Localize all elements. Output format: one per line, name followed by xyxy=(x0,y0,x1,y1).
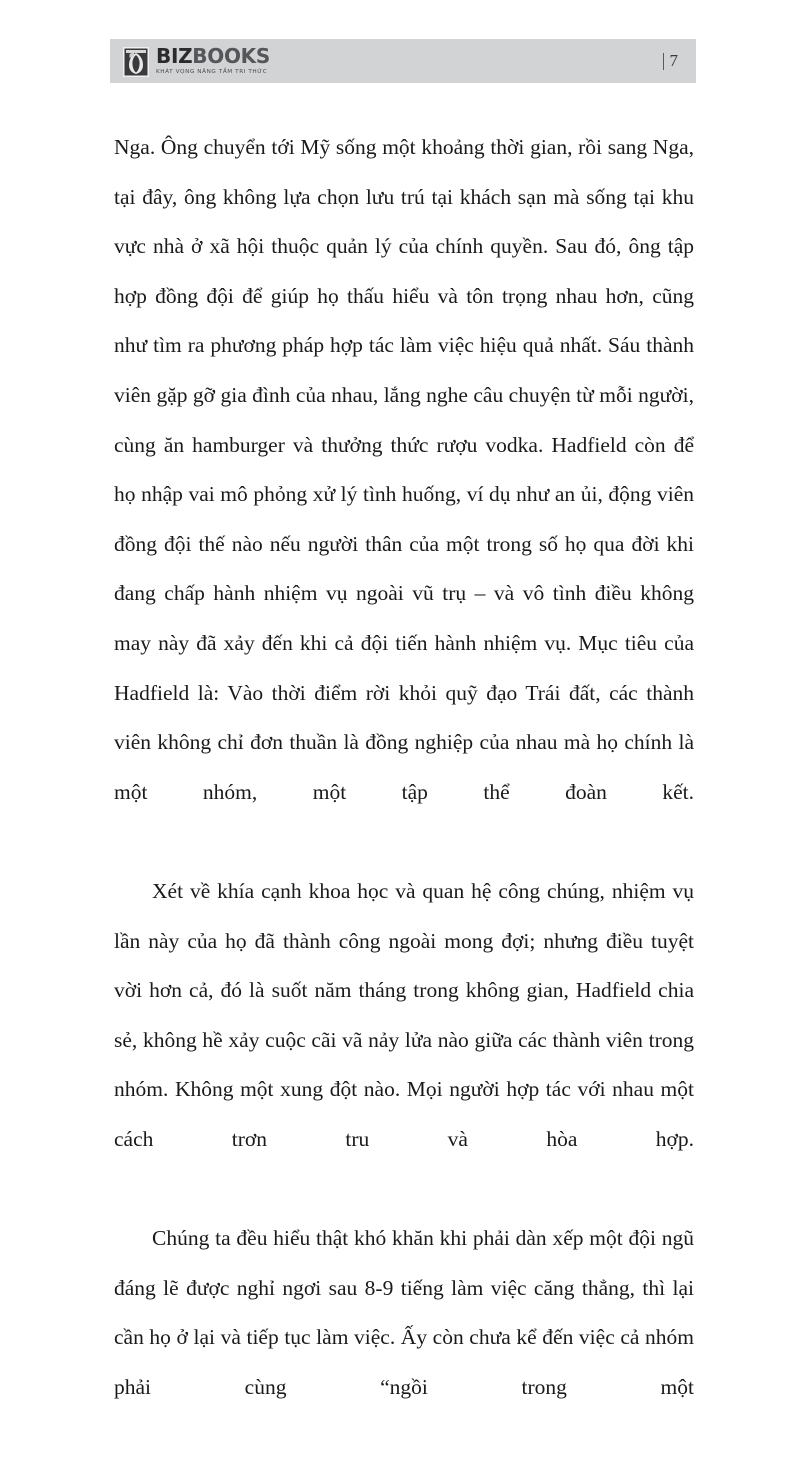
page-content xyxy=(114,123,694,1462)
page-header-bar xyxy=(110,39,696,83)
book-emblem-icon xyxy=(123,47,149,77)
paragraph: Chúng ta đều hiểu thật khó khăn khi phải dàn xếp một đội ngũ đáng lẽ được nghỉ ngơi sau 8-9 tiếng làm việc căng thẳng, thì lại cần họ ở lại và tiếp tục làm việc. Ấy còn chưa kể đến việc cả nhóm phải cùng “ngồi trong một xyxy=(114,1226,694,1399)
brand-logo xyxy=(123,43,270,77)
brand-name xyxy=(156,43,270,68)
brand-name-books: BOOKS xyxy=(192,43,270,68)
page-number xyxy=(663,51,679,71)
brand-name-biz: BIZ xyxy=(156,43,193,68)
page-number-value: 7 xyxy=(669,51,678,70)
paragraph: Nga. Ông chuyển tới Mỹ sống một khoảng thời gian, rồi sang Nga, tại đây, ông không lựa chọn lưu trú tại khách sạn mà sống tại khu vực nhà ở xã hội thuộc quản lý của chính quyền. Sau đó, ông tập hợp đồng đội để giúp họ thấu hiểu và tôn trọng nhau hơn, cũng như tìm ra phương pháp hợp tác làm việc hiệu quả nhất. Sáu thành viên gặp gỡ gia đình của nhau, lắng nghe câu chuyện từ mỗi người, cùng ăn hamburger và thưởng thức rượu vodka. Hadfield còn để họ nhập vai mô phỏng xử lý tình huống, ví dụ như an ủi, động viên đồng đội thế nào nếu người thân của một trong số họ qua đời khi đang chấp hành nhiệm vụ ngoài vũ trụ – và vô tình điều không may này đã xảy đến khi cả đội tiến hành nhiệm vụ. Mục tiêu của Hadfield là: Vào thời điểm rời khỏi quỹ đạo Trái đất, các thành viên không chỉ đơn thuần là đồng nghiệp của nhau mà họ chính là một nhóm, một tập thể đoàn kết. xyxy=(114,135,694,804)
page-number-divider xyxy=(663,53,664,70)
paragraph: Xét về khía cạnh khoa học và quan hệ công chúng, nhiệm vụ lần này của họ đã thành công ngoài mong đợi; nhưng điều tuyệt vời hơn cả, đó là suốt năm tháng trong không gian, Hadfield chia sẻ, không hề xảy cuộc cãi vã nảy lửa nào giữa các thành viên trong nhóm. Không một xung đột nào. Mọi người hợp tác với nhau một cách trơn tru và hòa hợp. xyxy=(114,878,694,1151)
brand-text-block xyxy=(156,43,270,76)
brand-tagline: KHÁT VỌNG NÂNG TẦM TRI THỨC xyxy=(156,68,268,75)
